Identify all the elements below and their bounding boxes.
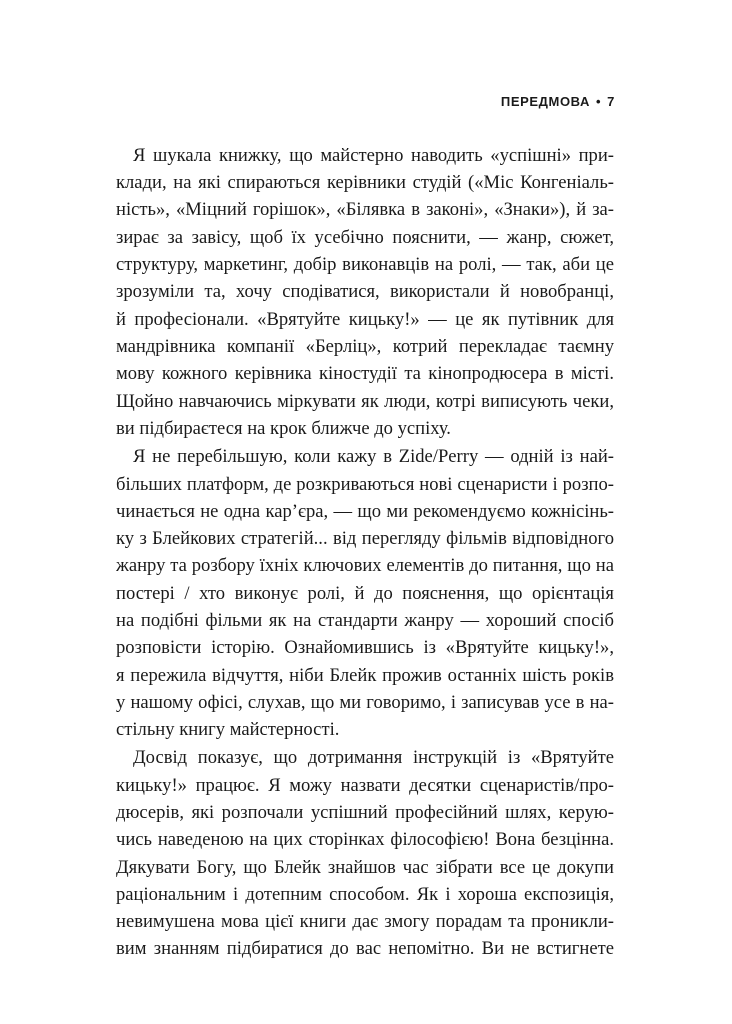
text-line: кицьку!» працює. Я можу назвати десятки сценаристів/про- [116,775,614,796]
text-line: клади, на які спираються керівники студій («Міс Конгеніаль- [116,172,614,193]
text-line: Щойно навчаючись міркувати як люди, котрі виписують чеки, [116,391,614,412]
text-line: ви підбираєтеся на крок ближче до успіху. [116,418,451,439]
text-line: мову кожного керівника кіностудії та кінопродюсера в місті. [116,363,614,384]
text-line: зрозуміли та, хочу сподіватися, використали й новобранці, [116,281,614,302]
text-line: у нашому офісі, слухав, що ми говоримо, і записував усе в на- [116,692,614,713]
text-line: на подібні фільми як на стандарти жанру — хороший спосіб [116,610,614,631]
text-line: ність», «Міцний горішок», «Білявка в законі», «Знаки»), й за- [116,199,614,220]
text-line: Я не перебільшую, коли кажу в Zide/Perry — одній із най- [133,446,614,467]
text-line: раціональним і дотепним способом. Як і хороша експозиція, [116,884,614,905]
text-line: Я шукала книжку, що майстерно наводить «успішні» при- [133,145,614,166]
text-line: жанру та розбору їхніх ключових елементів до питання, що на [116,555,614,576]
text-line: я пережила відчуття, ніби Блейк прожив останніх шість років [116,665,614,686]
text-line: стільну книгу майстерності. [116,719,340,740]
text-line: більших платформ, де розкриваються нові сценаристи і розпо- [116,474,614,495]
text-line: зирає за завісу, щоб їх усебічно пояснити, — жанр, сюжет, [116,227,614,248]
section-title: ПЕРЕДМОВА [500,94,590,109]
text-line: Досвід показує, що дотримання інструкцій із «Врятуйте [133,747,614,768]
bullet-separator: • [596,94,602,109]
text-line: чинається не одна кар’єра, — що ми рекомендуємо кожнісінь- [116,501,614,522]
text-line: чись наведеною на цих сторінках філософією! Вона безцінна. [116,829,614,850]
text-line: Дякувати Богу, що Блейк знайшов час зібрати все це докупи [116,857,614,878]
text-line: вим знанням підбиратися до вас непомітно. Ви не встигнете [116,938,614,959]
text-line: розповісти історію. Ознайомившись із «Врятуйте кицьку!», [116,637,614,658]
text-line: невимушена мова цієї книги дає змогу порадам та проникли- [116,911,614,932]
text-line: мандрівника компанії «Берліц», котрий перекладає таємну [116,336,614,357]
running-head [501,94,615,109]
text-line: структуру, маркетинг, добір виконавців на ролі, — так, аби це [116,254,614,275]
page-number: 7 [607,94,615,109]
text-line: дюсерів, які розпочали успішний професійний шлях, керую- [116,802,614,823]
text-line: постері / хто виконує ролі, й до пояснення, що орієнтація [116,583,614,604]
text-line: й професіонали. «Врятуйте кицьку!» — це як путівник для [116,309,614,330]
text-line: ку з Блейкових стратегій... від перегляду фільмів відповідного [116,528,614,549]
